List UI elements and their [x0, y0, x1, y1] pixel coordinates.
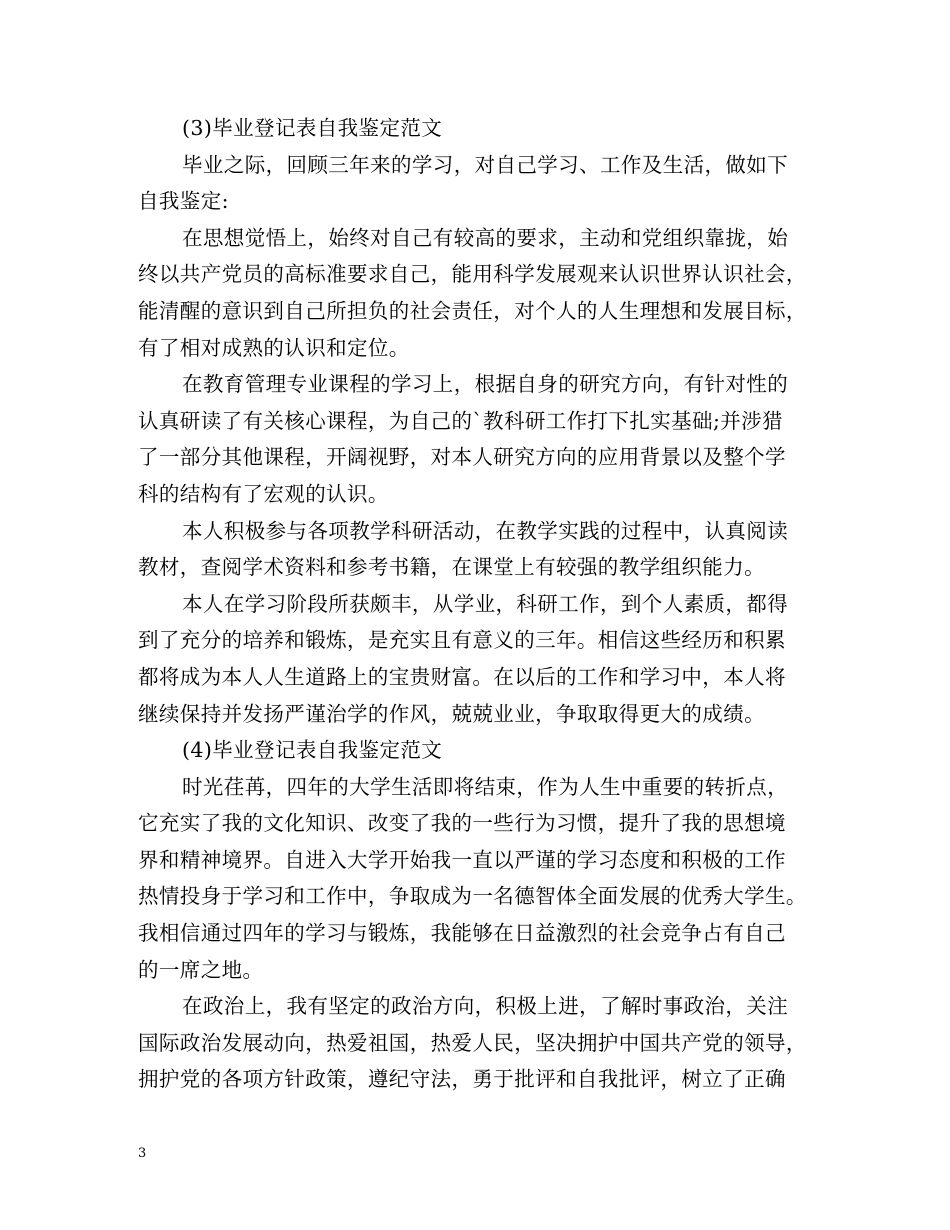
text-line: 到了充分的培养和锻炼，是充实且有意义的三年。相信这些经历和积累	[138, 628, 786, 653]
text-line: 认真研读了有关核心课程，为自己的`教科研工作打下扎实基础;并涉猎	[138, 408, 783, 433]
text-line: 国际政治发展动向，热爱祖国，热爱人民，坚决拥护中国共产党的领导，	[138, 1030, 807, 1055]
page-number: 3	[138, 1146, 147, 1161]
text-line: 自我鉴定:	[138, 189, 229, 214]
text-line: 热情投身于学习和工作中，争取成为一名德智体全面发展的优秀大学生。	[138, 884, 807, 909]
text-line: 有了相对成熟的认识和定位。	[138, 335, 410, 360]
text-line: 科的结构有了宏观的认识。	[138, 481, 389, 506]
text-line: (3)毕业登记表自我鉴定范文	[182, 116, 443, 140]
text-line: 拥护党的各项方针政策，遵纪守法，勇于批评和自我批评，树立了正确	[138, 1067, 786, 1092]
text-line: 本人积极参与各项教学科研活动，在教学实践的过程中，认真阅读	[182, 518, 789, 543]
text-line: 教材，查阅学术资料和参考书籍，在课堂上有较强的教学组织能力。	[138, 555, 765, 580]
text-line: 本人在学习阶段所获颇丰，从学业，科研工作，到个人素质，都得	[182, 591, 789, 616]
text-line: 毕业之际，回顾三年来的学习，对自己学习、工作及生活，做如下	[182, 152, 789, 177]
document-body	[138, 110, 822, 1098]
text-line: 都将成为本人人生道路上的宝贵财富。在以后的工作和学习中，本人将	[138, 664, 786, 689]
text-line: 它充实了我的文化知识、改变了我的一些行为习惯，提升了我的思想境	[138, 811, 786, 836]
text-line: 了一部分其他课程，开阔视野，对本人研究方向的应用背景以及整个学	[138, 445, 786, 470]
text-line: 的一席之地。	[138, 957, 264, 982]
text-line: 在教育管理专业课程的学习上，根据自身的研究方向，有针对性的	[182, 372, 789, 397]
text-line: 在政治上，我有坚定的政治方向，积极上进，了解时事政治，关注	[182, 994, 789, 1019]
text-line: 我相信通过四年的学习与锻炼，我能够在日益激烈的社会竞争占有自己	[138, 921, 786, 946]
text-line: 在思想觉悟上，始终对自己有较高的要求，主动和党组织靠拢，始	[182, 225, 789, 250]
text-line: 继续保持并发扬严谨治学的作风，兢兢业业，争取取得更大的成绩。	[138, 701, 765, 726]
text-line: 能清醒的意识到自己所担负的社会责任，对个人的人生理想和发展目标，	[138, 298, 807, 323]
text-line: 界和精神境界。自进入大学开始我一直以严谨的学习态度和积极的工作	[138, 847, 786, 872]
text-line: (4)毕业登记表自我鉴定范文	[182, 738, 443, 763]
text-line: 时光荏苒，四年的大学生活即将结束，作为人生中重要的转折点，	[182, 774, 789, 799]
text-line: 终以共产党员的高标准要求自己，能用科学发展观来认识世界认识社会，	[138, 262, 807, 287]
